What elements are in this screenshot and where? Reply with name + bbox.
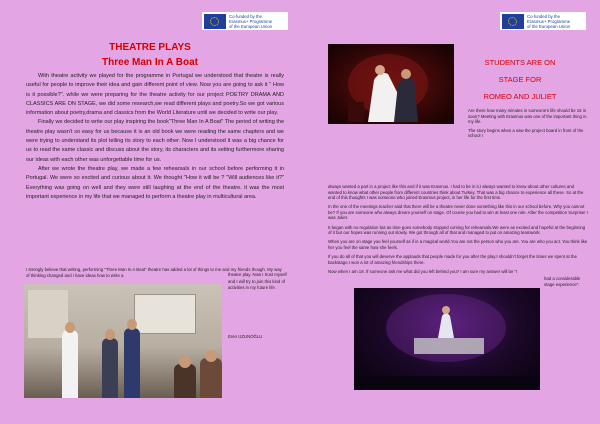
right-page: [300, 0, 600, 424]
eu-badge-text: Co-funded by the Erasmus+ Programme of the European Union: [229, 13, 273, 29]
stage-performance-photo: [354, 288, 540, 390]
eu-flag-icon: [502, 14, 524, 29]
romeo-juliet-stage-photo: [328, 44, 454, 124]
section-heading: STAGE FOR: [498, 75, 542, 84]
stage-scene-icon: [328, 44, 454, 124]
paragraph: If you do all of that you will deserve the applauds that people made for you after the play.I shouldn't forget the times we spent at the backstage.I won a lot of amazing friendships there.: [328, 253, 577, 265]
paragraph: Are there how many minutes in someone's life should be 16 in soon? Meeting with Erasmus was one of the important thing in my life.: [468, 108, 587, 125]
closing-note-text: I strongly believe that writing, performing "Three Man In A Boat" theatre has added a lot of things to me and my friends though. My way of thinking changed and i have ideas how to write a: [26, 267, 282, 278]
article-subtitle: Three Man In A Boat: [102, 57, 198, 68]
rehearsal-photo: [24, 284, 222, 398]
paragraph: With theatre activity we played for the programme in Portugal we understood that theatre is really useful for people to improve their idea and gain different point of view. Now you are going to ask it " How is it possible?". while we were preparing for the theatre activity for our project POETRY DRAMA AND CLASSICS ARE ON STAGE, we did some research,we read different plays and poetry.So we got various information about poetry,drama and classics from the World Literature until we decided to write our play.: [26, 73, 284, 117]
author-name: Eren UZUNOĞLU: [228, 334, 263, 339]
section-heading: ROMEO AND JULIET: [483, 92, 557, 101]
paragraph: Finally we decided to write our play inspiring the book"Three Man In A Boat" The period of writing the theatre play wasn't so easy for us because it is an old book we were reading the same chapters and we were trying to understand its plot telling its story to each other. Now I understood it was a big chance for us to read the same classic and discuss about the story, its characters and its setting furthermore sharing our ideas with each other was unforgettable time for us.: [26, 119, 284, 163]
closing-note-continued: theatre play. Now I trust myself and I will try to join this kind of activities in my future life.: [228, 272, 287, 291]
paragraph: always wanted a part in a project like this and if it was Erasmus. I had to be in it.I always wanted to know about other cultures and wanted to know what other people from different countries think about Turkey. That was a big chance to experience all these. So at the end of this thoughts I was someone who joined Erasmus project, in her life for the first time.: [328, 184, 584, 201]
story-intro: [468, 108, 588, 142]
eu-cofunded-badge: [500, 12, 586, 30]
eu-flag-icon: [204, 14, 226, 29]
eu-badge-text: Co-funded by the Erasmus+ Programme of the European Union: [527, 13, 571, 29]
paragraph: In the one of the meetings teacher said that there will be a theatre never done something like this in our school before. Why you cannot be? If you are someone who always dream yourself on stage. Of course you had to win at least one role. After the competition Surprise! I was Juliet.: [328, 204, 588, 221]
story-ending: had a considerable stage experience".: [544, 276, 581, 287]
paragraph: When you are on stage you feel yourself as if in a magical world.You are not the person who you are. You are who you act. You think like her you feel the same how she feels.: [328, 239, 588, 250]
paragraph: The story begins when a saw the project board in front of the school I: [468, 127, 584, 139]
paragraph: After we wrote the theatre play, we made a few rehearsals in our school before performing it in Portugal. We were so excited and curious about it. We thought "How it will be ? "Will audiences like it?" Everything was going on well and they were still laughing at the end of the theatre. it was the most important experience in my life that we managed to perform a theatre play in multicultural area.: [26, 165, 284, 200]
eu-cofunded-badge: [202, 12, 288, 30]
paragraph: It began with no regulation but as time goes somebody stopped coming for rehearsals.We were as excited and hopeful at the beginning of it but our hopes was running out slowly. We got through all of that and managed to put on amazing teamwork.: [328, 224, 586, 236]
story-body: [328, 184, 588, 278]
article-body: [26, 72, 284, 202]
article-title: THEATRE PLAYS: [109, 42, 191, 53]
stage-lighting-icon: [354, 288, 540, 390]
section-heading: STUDENTS ARE ON: [484, 58, 556, 67]
paragraph: Now when I am 18. If someone ask me what did you left behind you? I am sure my answer will be "I: [328, 268, 518, 274]
